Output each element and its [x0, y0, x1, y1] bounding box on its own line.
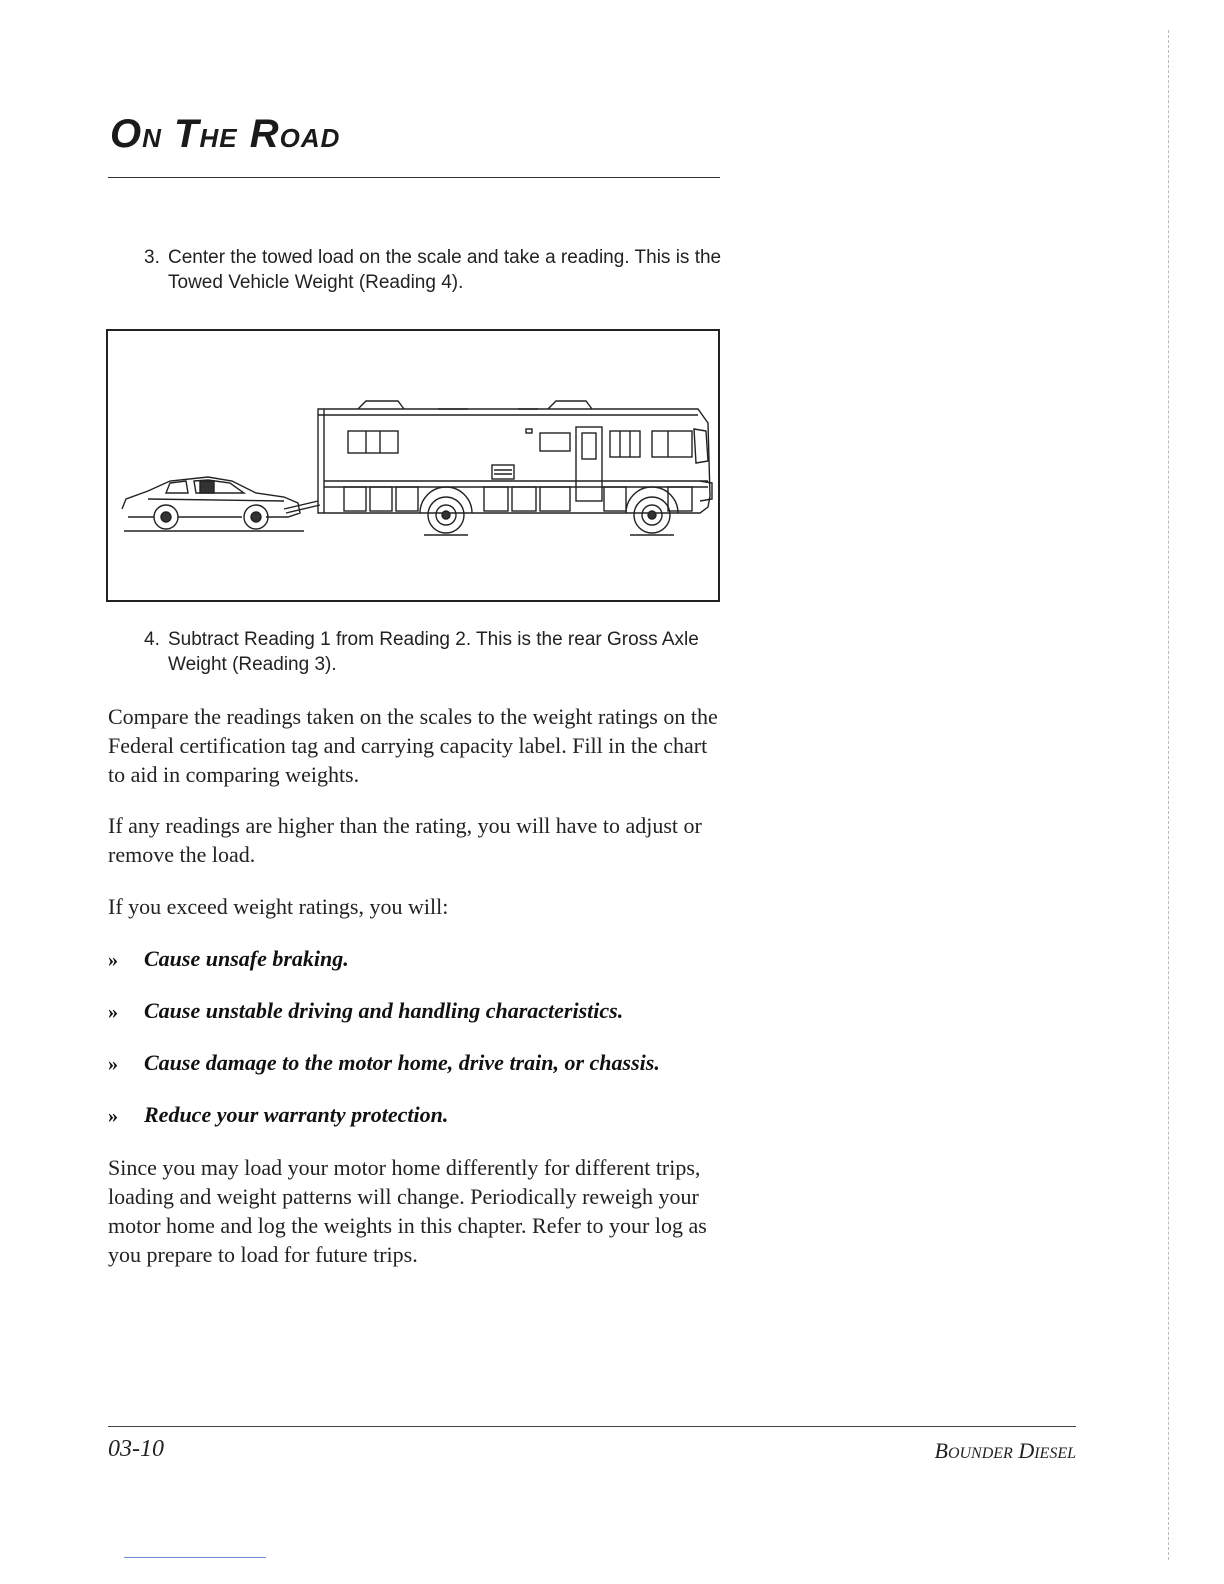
- scan-edge-mark: [124, 1557, 266, 1558]
- paragraph-adjust: If any readings are higher than the rating, you will have to adjust or remove the load.: [108, 813, 702, 867]
- bullet-item: [108, 944, 728, 975]
- bullet-item: [108, 1100, 728, 1131]
- step-text: Center the towed load on the scale and take a reading. This is the Towed Vehicle Weight (Reading 4).: [168, 247, 722, 293]
- bullet-marker: »: [108, 1105, 118, 1127]
- bullet-text: Cause damage to the motor home, drive train, or chassis.: [144, 1050, 660, 1075]
- bullet-text: Cause unsafe braking.: [144, 946, 349, 971]
- bullet-text: Cause unstable driving and handling characteristics.: [144, 998, 624, 1023]
- scan-edge-line: [1168, 30, 1169, 1560]
- step-4: [144, 627, 724, 677]
- document-name: BOUNDER DIESEL: [934, 1438, 1076, 1463]
- bullet-marker: »: [108, 949, 118, 971]
- title-divider: [108, 177, 720, 178]
- bullet-item: [108, 1048, 728, 1079]
- paragraph-reweigh: Since you may load your motor home differently for different trips, loading and weight patterns will change. Periodically reweigh your motor home and log the weights in this chapter. Refer to your log as you prepare to load for future trips.: [108, 1155, 707, 1267]
- bullet-marker: »: [108, 1001, 118, 1023]
- step-number: 3.: [144, 247, 160, 268]
- paragraph-exceed: If you exceed weight ratings, you will:: [108, 894, 449, 919]
- towed-vehicle-illustration: [106, 329, 720, 602]
- footer-divider: [108, 1426, 1076, 1427]
- car-and-motorhome-drawing: [108, 331, 722, 604]
- page-title: ON THE ROAD: [110, 112, 341, 156]
- step-3: [144, 245, 734, 295]
- step-text: Subtract Reading 1 from Reading 2. This is the rear Gross Axle Weight (Reading 3).: [168, 629, 699, 675]
- bullet-item: [108, 996, 728, 1027]
- paragraph-compare: Compare the readings taken on the scales to the weight ratings on the Federal certification tag and carrying capacity label. Fill in the chart to aid in comparing weights.: [108, 704, 718, 787]
- step-number: 4.: [144, 629, 160, 650]
- bullet-text: Reduce your warranty protection.: [144, 1102, 449, 1127]
- bullet-marker: »: [108, 1053, 118, 1075]
- page-number: 03-10: [108, 1436, 164, 1462]
